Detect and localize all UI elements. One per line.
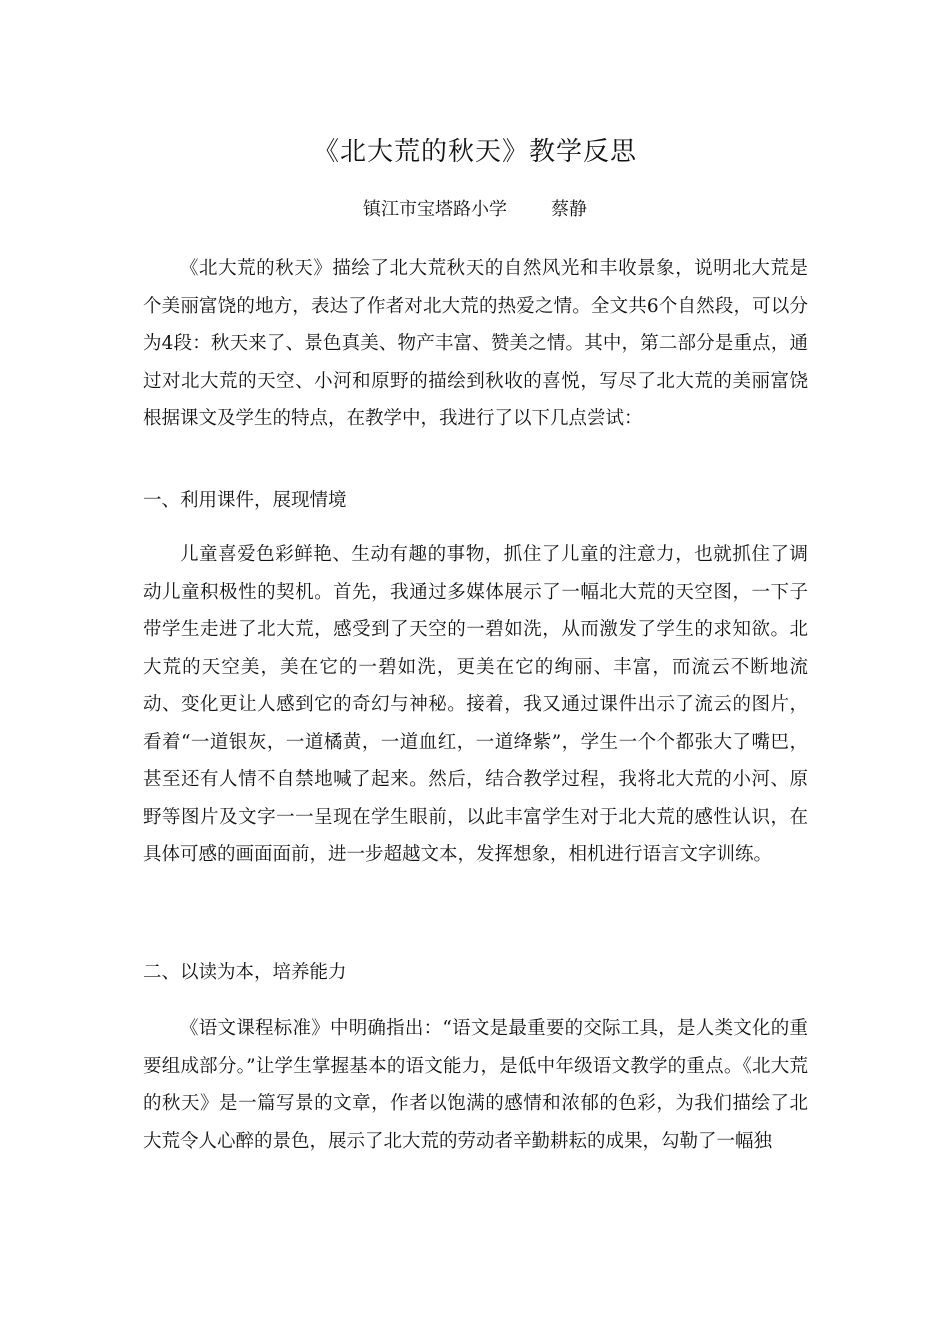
byline-school: 镇江市宝塔路小学 (363, 199, 507, 220)
section-heading-2: 二、以读为本，培养能力 (143, 962, 347, 983)
page-title: 《北大荒的秋天》教学反思 (312, 137, 637, 167)
byline-author: 蔡静 (551, 199, 587, 220)
section-1-paragraph: 儿童喜爱色彩鲜艳、生动有趣的事物，抓住了儿童的注意力，也就抓住了调动儿童积极性的契机。首先，我通过多媒体展示了一幅北大荒的天空图，一下子带学生走进了北大荒，感受到了天空的一碧如洗，从而激发了学生的求知欲。北大荒的天空美，美在它的一碧如洗，更美在它的绚丽、丰富，而流云不断地流动、变化更让人感到它的奇幻与神秘。接着，我又通过课件出示了流云的图片，看着“一道银灰，一道橘黄，一道血红，一道绛紫”，学生一个个都张大了嘴巴，甚至还有人情不自禁地喊了起来。然后，结合教学过程，我将北大荒的小河、原野等图片及文字一一呈现在学生眼前，以此丰富学生对于北大荒的感性认识，在具体可感的画面面前，进一步超越文本，发挥想象，相机进行语言文字训练。 (143, 544, 808, 865)
byline (0, 196, 950, 224)
intro-paragraph: 《北大荒的秋天》描绘了北大荒秋天的自然风光和丰收景象，说明北大荒是个美丽富饶的地方，表达了作者对北大荒的热爱之情。全文共6个自然段，可以分为4段：秋天来了、景色真美、物产丰富、赞美之情。其中，第二部分是重点，通过对北大荒的天空、小河和原野的描绘到秋收的喜悦，写尽了北大荒的美丽富饶根据课文及学生的特点，在教学中，我进行了以下几点尝试： (143, 258, 808, 429)
section-2-paragraph: 《语文课程标准》中明确指出：“语文是最重要的交际工具，是人类文化的重要组成部分。”让学生掌握基本的语文能力，是低中年级语文教学的重点。《北大荒的秋天》是一篇写景的文章，作者以饱满的感情和浓郁的色彩，为我们描绘了北大荒令人心醉的景色，展示了北大荒的劳动者辛勤耕耘的成果，勾勒了一幅独 (143, 1018, 808, 1152)
section-heading-1: 一、利用课件，展现情境 (143, 490, 347, 511)
